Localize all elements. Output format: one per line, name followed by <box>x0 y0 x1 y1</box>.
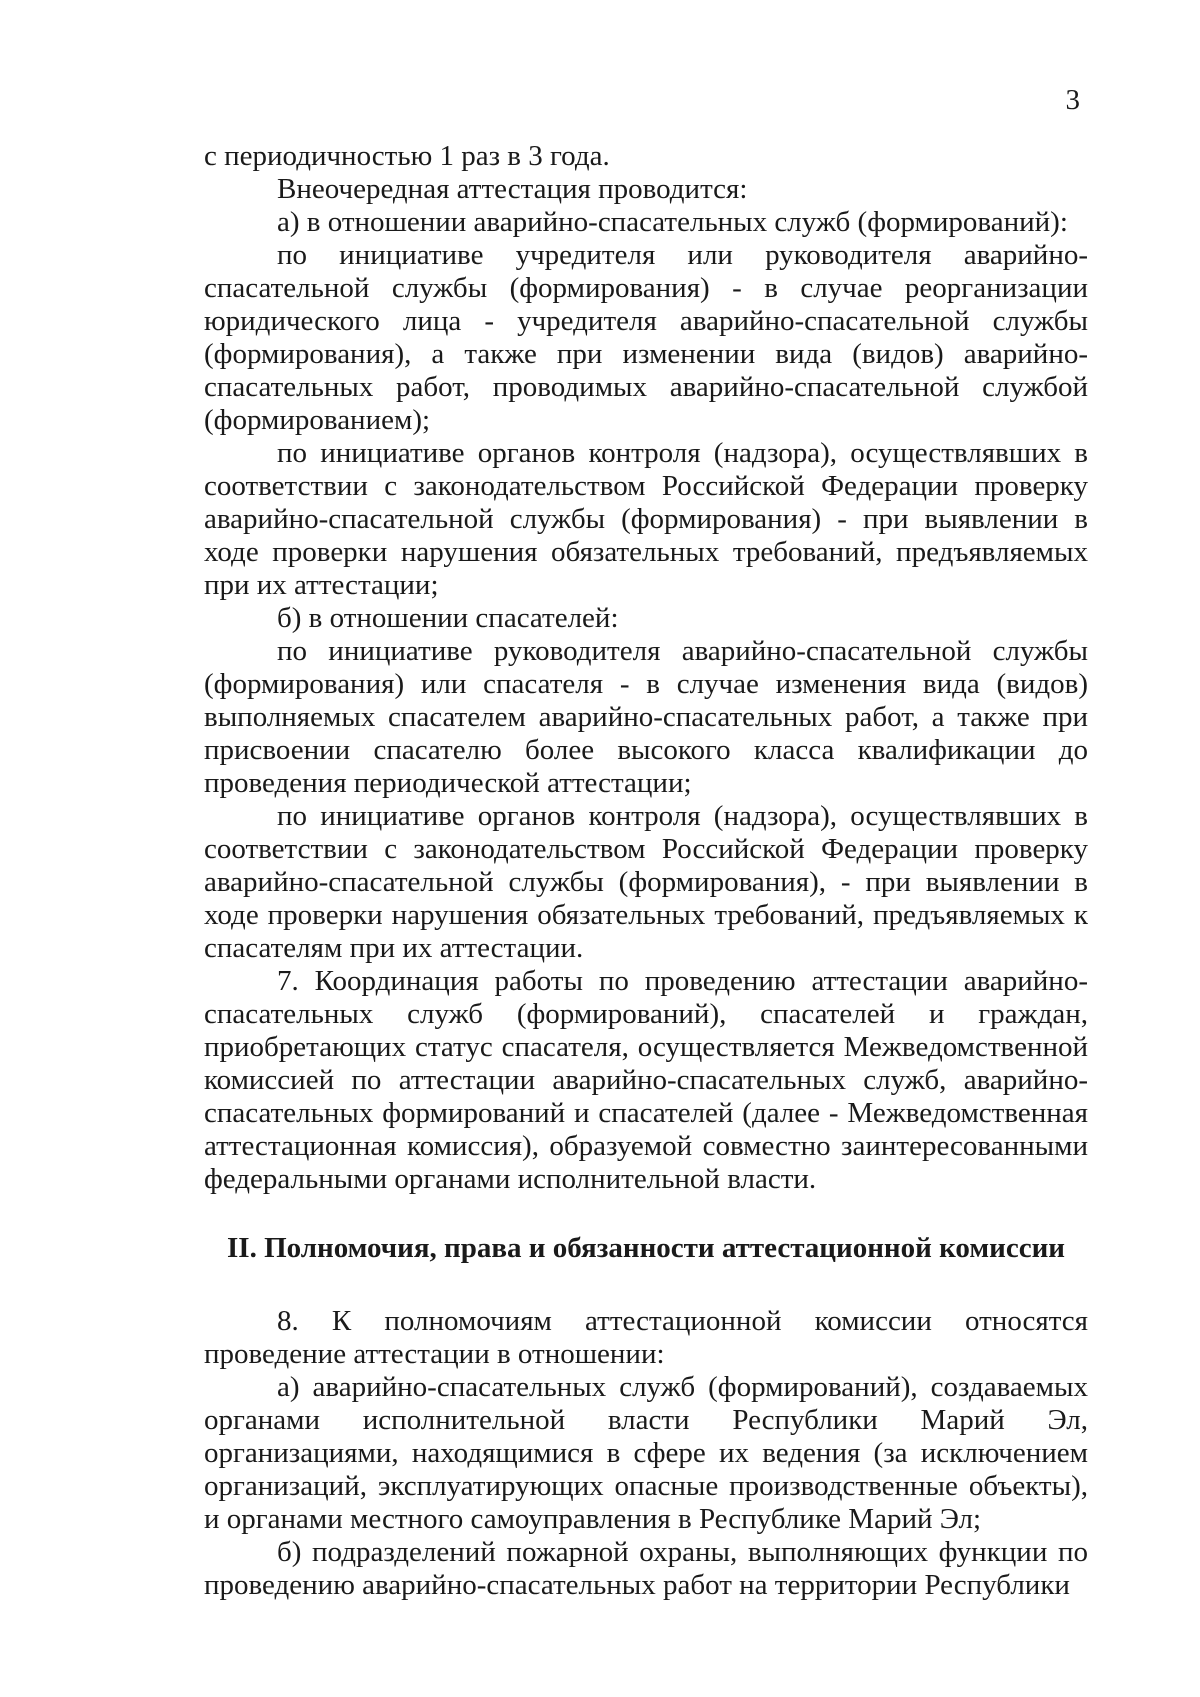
paragraph-item-8a: а) аварийно-спасательных служб (формирований), создаваемых органами исполнительной власти Республики Марий Эл, организациями, находящимися в сфере их ведения (за исключением организаций, эксплуатирующих опасные производственные объекты), и органами местного самоуправления в Республике Марий Эл; <box>204 1371 1088 1535</box>
document-body <box>204 140 1088 1602</box>
paragraph-item-8b: б) подразделений пожарной охраны, выполняющих функции по проведению аварийно-спасательных работ на территории Республики <box>204 1536 1088 1601</box>
paragraph-item-b-rescuers: б) в отношении спасателей: <box>277 602 619 634</box>
page-number: 3 <box>1065 84 1080 116</box>
paragraph-control-bodies-services: по инициативе органов контроля (надзора), осуществлявших в соответствии с законодательством Российской Федерации проверку аварийно-спасательной службы (формирования) - при выявлении в ходе проверки нарушения обязательных требований, предъявляемых при их аттестации; <box>204 437 1088 601</box>
paragraph-head-initiative: по инициативе руководителя аварийно-спасательной службы (формирования) или спасателя - в случае изменения вида (видов) выполняемых спасателем аварийно-спасательных работ, а также при присвоении спасателю более высокого класса квалификации до проведения периодической аттестации; <box>204 635 1088 799</box>
paragraph-item-a-services: а) в отношении аварийно-спасательных служб (формирований): <box>277 206 1068 238</box>
paragraph-item-8-powers: 8. К полномочиям аттестационной комиссии относятся проведение аттестации в отношении: <box>204 1305 1088 1370</box>
paragraph-continuation: с периодичностью 1 раз в 3 года. <box>204 140 610 172</box>
paragraph-item-7-coordination: 7. Координация работы по проведению аттестации аварийно-спасательных служб (формирований), спасателей и граждан, приобретающих статус спасателя, осуществляется Межведомственной комиссией по аттестации аварийно-спасательных служб, аварийно-спасательных формирований и спасателей (далее - Межведомственная аттестационная комиссия), образуемой совместно заинтересованными федеральными органами исполнительной власти. <box>204 965 1088 1195</box>
paragraph-extraordinary-attestation: Внеочередная аттестация проводится: <box>277 173 748 205</box>
paragraph-founder-initiative: по инициативе учредителя или руководителя аварийно-спасательной службы (формирования) - в случае реорганизации юридического лица - учредителя аварийно-спасательной службы (формирования), а также при изменении вида (видов) аварийно-спасательных работ, проводимых аварийно-спасательной службой (формированием); <box>204 239 1088 436</box>
paragraph-control-bodies-rescuers: по инициативе органов контроля (надзора), осуществлявших в соответствии с законодательством Российской Федерации проверку аварийно-спасательной службы (формирования), - при выявлении в ходе проверки нарушения обязательных требований, предъявляемых к спасателям при их аттестации. <box>204 800 1088 964</box>
section-heading: II. Полномочия, права и обязанности аттестационной комиссии <box>227 1232 1065 1264</box>
